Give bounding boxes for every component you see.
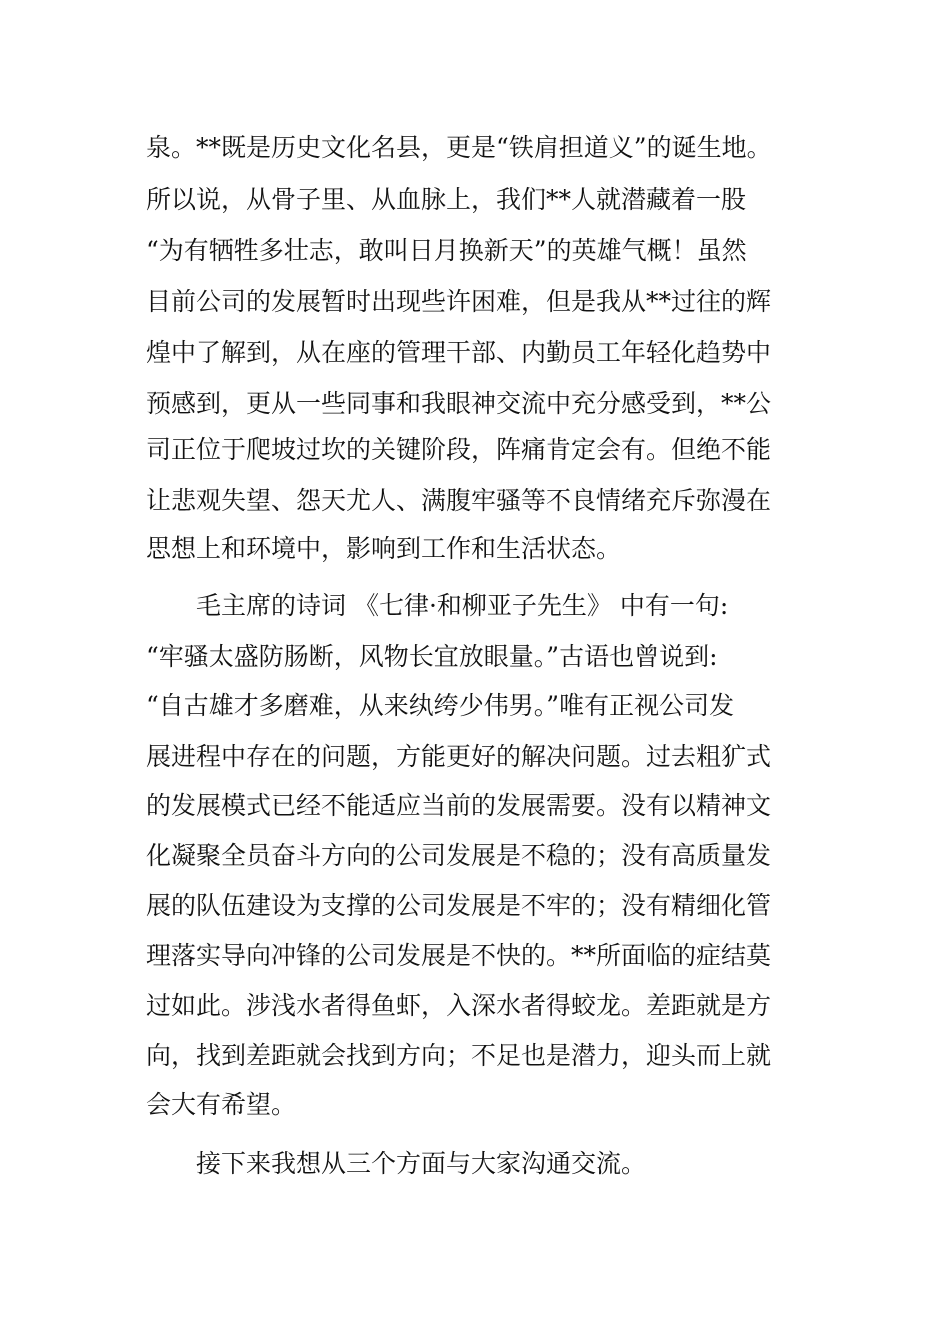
text-line: 过如此。涉浅水者得鱼虾，入深水者得蛟龙。差距就是方 <box>146 991 772 1020</box>
text-line: “为有牺牲多壮志，敢叫日月换新天”的英雄气概！虽然 <box>146 236 747 265</box>
text-line: 理落实导向冲锋的公司发展是不快的。**所面临的症结莫 <box>146 941 772 970</box>
text-line: 接下来我想从三个方面与大家沟通交流。 <box>196 1149 647 1178</box>
text-line: 的发展模式已经不能适应当前的发展需要。没有以精神文 <box>146 791 772 820</box>
text-line: 展的队伍建设为支撑的公司发展是不牢的；没有精细化管 <box>146 891 772 920</box>
text-line: 泉。**既是历史文化名县，更是“铁肩担道义”的诞生地。 <box>146 133 772 162</box>
text-line: “牢骚太盛防肠断，风物长宜放眼量。”古语也曾说到: <box>146 642 718 671</box>
text-line: 所以说，从骨子里、从血脉上，我们**人就潜藏着一股 <box>146 185 747 214</box>
text-line: 展进程中存在的问题，方能更好的解决问题。过去粗犷式 <box>146 742 772 771</box>
text-line: 思想上和环境中，影响到工作和生活状态。 <box>146 534 622 563</box>
text-line: 司正位于爬坡过坎的关键阶段，阵痛肯定会有。但绝不能 <box>146 435 772 464</box>
text-line: 煌中了解到，从在座的管理干部、内勤员工年轻化趋势中 <box>146 338 772 367</box>
text-line: 让悲观失望、怨天尤人、满腹牢骚等不良情绪充斥弥漫在 <box>146 486 772 515</box>
text-line: 向，找到差距就会找到方向；不足也是潜力，迎头而上就 <box>146 1041 772 1070</box>
text-line: 预感到，更从一些同事和我眼神交流中充分感受到，**公 <box>146 389 772 418</box>
text-line: 会大有希望。 <box>146 1090 297 1119</box>
text-line: 毛主席的诗词 《七律·和柳亚子先生》 中有一句: <box>196 591 729 620</box>
text-line: “自古雄才多磨难，从来纨绔少伟男。”唯有正视公司发 <box>146 691 735 720</box>
text-line: 化凝聚全员奋斗方向的公司发展是不稳的；没有高质量发 <box>146 841 772 870</box>
text-line: 目前公司的发展暂时出现些许困难，但是我从**过往的辉 <box>146 287 772 316</box>
